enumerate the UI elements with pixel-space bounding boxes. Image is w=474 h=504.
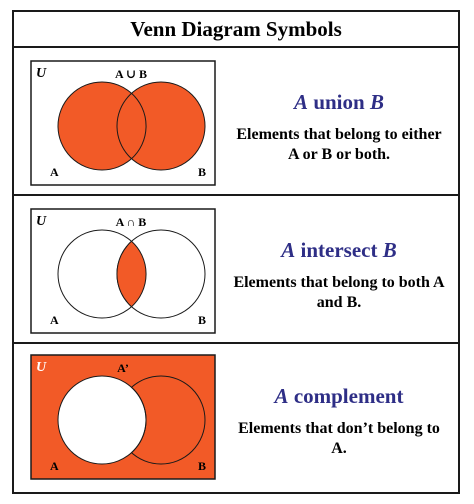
intersect-diagram: [30, 208, 216, 334]
set-b-label: B: [198, 313, 207, 327]
union-row: [14, 48, 458, 194]
set-a-label: A: [50, 165, 59, 179]
universe-label: U: [36, 360, 47, 375]
complement-diagram: [30, 354, 216, 480]
venn-symbols-chart: [12, 10, 460, 494]
complement-heading: A complement: [274, 384, 404, 408]
complement-row: [14, 342, 458, 492]
complement-description: [232, 384, 446, 459]
union-description: [232, 90, 446, 165]
set-b-circle: [117, 82, 205, 170]
complement-venn-svg: [30, 354, 216, 480]
universe-label: U: [36, 66, 47, 81]
set-b-label: B: [198, 459, 207, 473]
union-text: Elements that belong to either A or B or both.: [236, 126, 442, 163]
intersect-description: [232, 238, 446, 313]
chart-title: Venn Diagram Symbols: [14, 12, 458, 48]
complement-text: Elements that don’t belong to A.: [238, 420, 440, 457]
set-a-label: A: [50, 459, 59, 473]
union-heading: A union B: [294, 90, 384, 114]
intersect-text: Elements that belong to both A and B.: [233, 274, 445, 311]
notation-label: A’: [117, 361, 129, 375]
notation-label: A ∪ B: [114, 67, 148, 81]
intersect-venn-svg: [30, 208, 216, 334]
union-diagram: [30, 60, 216, 186]
intersect-row: [14, 194, 458, 342]
universe-label: U: [36, 214, 47, 229]
set-a-label: A: [50, 313, 59, 327]
intersect-heading: A intersect B: [281, 238, 397, 262]
notation-label: A ∩ B: [115, 215, 147, 229]
union-venn-svg: [30, 60, 216, 186]
set-b-label: B: [198, 165, 207, 179]
